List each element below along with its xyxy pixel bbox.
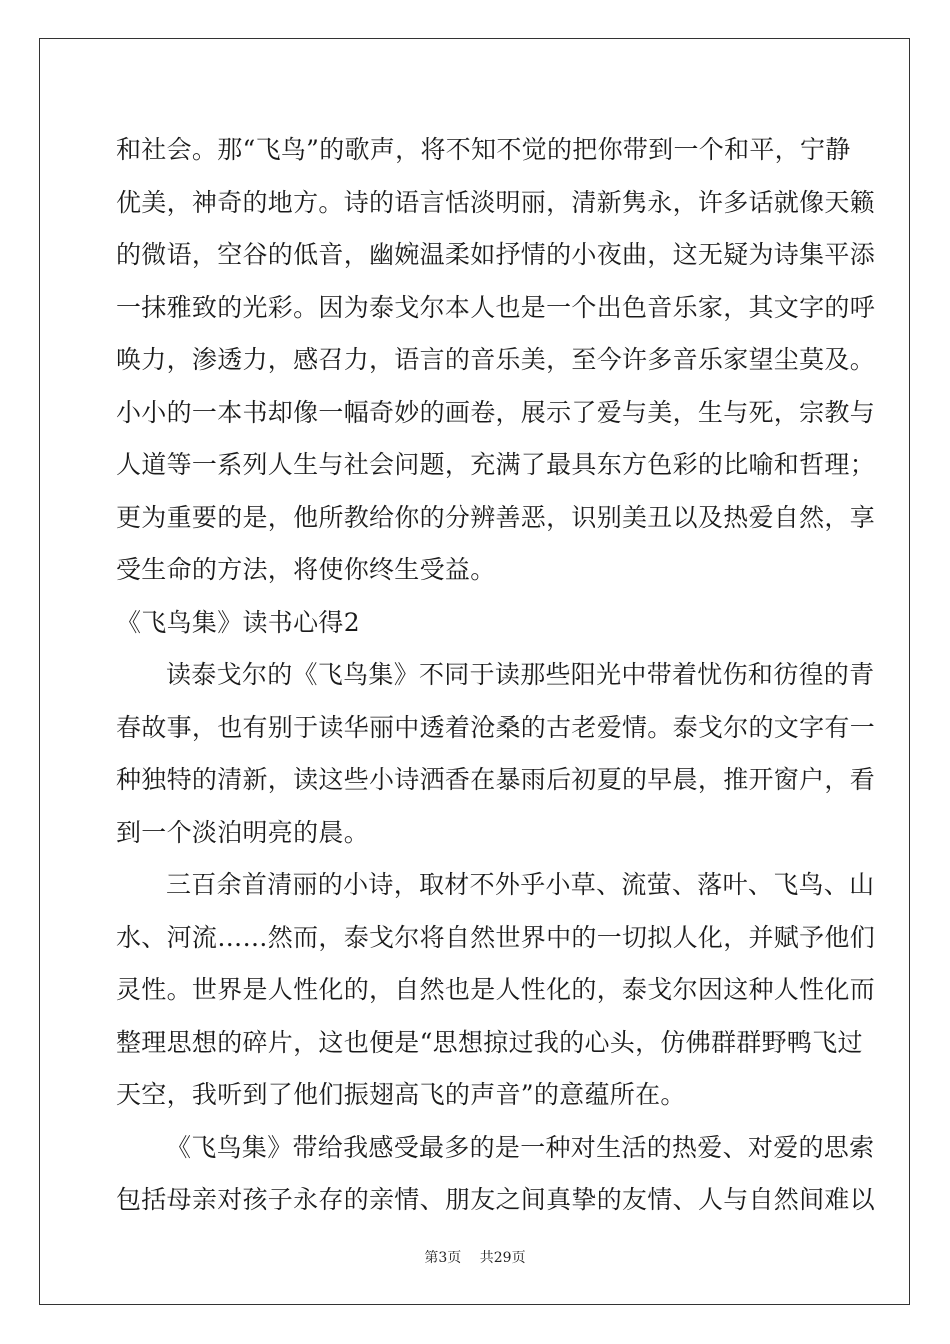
text-line: 和社会。那“飞鸟”的歌声，将不知不觉的把你带到一个和平，宁静 <box>116 135 851 164</box>
text-line: 天空，我听到了他们振翅高飞的声音”的意蕴所在。 <box>116 1080 686 1109</box>
text-line: 人道等一系列人生与社会问题，充满了最具东方色彩的比喻和哲理； <box>116 450 876 479</box>
text-line: 唤力，渗透力，感召力，语言的音乐美，至今许多音乐家望尘莫及。 <box>116 345 876 374</box>
text-line: 种独特的清新，读这些小诗洒香在暴雨后初夏的早晨，推开窗户，看 <box>116 765 876 794</box>
text-line: 整理思想的碎片，这也便是“思想掠过我的心头，仿佛群群野鸭飞过 <box>116 1027 863 1057</box>
paragraph-4 <box>116 1122 876 1227</box>
section-heading: 《飞鸟集》读书心得2 <box>116 607 360 637</box>
text-line: 小小的一本书却像一幅奇妙的画卷，展示了爱与美，生与死，宗教与 <box>116 397 876 427</box>
document-body <box>116 124 876 1227</box>
page-number: 第3页 <box>424 1250 462 1266</box>
text-line: 一抹雅致的光彩。因为泰戈尔本人也是一个出色音乐家，其文字的呼 <box>116 292 876 322</box>
text-line: 受生命的方法，将使你终生受益。 <box>116 555 496 584</box>
paragraph-2 <box>116 649 876 859</box>
total-pages: 共29页 <box>479 1250 526 1266</box>
paragraph-3 <box>116 859 876 1122</box>
page-footer <box>0 1247 950 1267</box>
text-line: 《飞鸟集》带给我感受最多的是一种对生活的热爱、对爱的思索 <box>166 1132 875 1162</box>
text-line: 的微语，空谷的低音，幽婉温柔如抒情的小夜曲，这无疑为诗集平添 <box>116 240 876 269</box>
text-line: 包括母亲对孩子永存的亲情、朋友之间真挚的友情、人与自然间难以 <box>116 1185 876 1214</box>
text-line: 更为重要的是，他所教给你的分辨善恶，识别美丑以及热爱自然，享 <box>116 502 876 532</box>
text-line: 三百余首清丽的小诗，取材不外乎小草、流萤、落叶、飞鸟、山 <box>166 870 875 899</box>
text-line: 读泰戈尔的《飞鸟集》不同于读那些阳光中带着忧伤和彷徨的青 <box>166 660 875 689</box>
text-line: 水、河流……然而，泰戈尔将自然世界中的一切拟人化，并赋予他们 <box>116 922 876 952</box>
text-line: 春故事，也有别于读华丽中透着沧桑的古老爱情。泰戈尔的文字有一 <box>116 712 876 742</box>
text-line: 优美，神奇的地方。诗的语言恬淡明丽，清新隽永，许多话就像天籁 <box>116 187 876 217</box>
text-line: 灵性。世界是人性化的，自然也是人性化的，泰戈尔因这种人性化而 <box>116 975 876 1004</box>
text-line: 到一个淡泊明亮的晨。 <box>116 817 370 847</box>
paragraph-1 <box>116 124 876 597</box>
